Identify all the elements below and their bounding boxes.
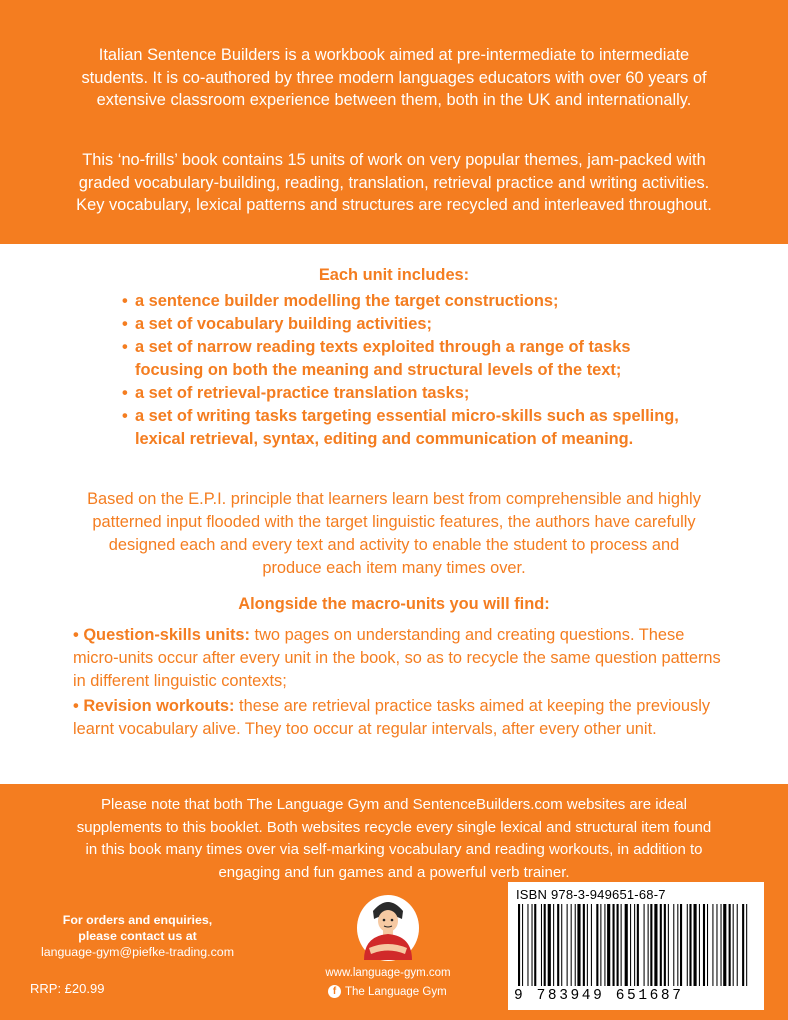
unit-item-text: a set of writing tasks targeting essential micro-skills such as spelling, lexical retrieval, syntax, editing and communication of meaning. — [135, 407, 679, 448]
macro-item-text: two pages on understanding and creating questions. These micro-units occur after every unit in the book, so as to recycle the same question patterns in different linguistic contexts; — [73, 626, 721, 690]
orders-line-1: For orders and enquiries, — [62, 913, 213, 927]
barcode-bar — [591, 904, 592, 986]
epi-paragraph: Based on the E.P.I. principle that learners learn best from comprehensible and highly patterned input flooded with the target linguistic features, the authors have carefully designed each and every text and activity to enable the student to process and produce each item many times over. — [87, 490, 701, 577]
barcode-bar — [583, 904, 585, 986]
barcode-bar — [553, 904, 554, 986]
units-list — [122, 290, 692, 451]
unit-item-text: a set of vocabulary building activities; — [135, 315, 432, 333]
barcode — [516, 904, 752, 986]
unit-item — [122, 313, 692, 336]
barcode-bar — [644, 904, 645, 986]
barcode-number: 9 783949 651687 — [514, 988, 684, 1004]
isbn-barcode-box — [508, 882, 764, 1010]
barcode-bar — [660, 904, 662, 986]
barcode-bar — [630, 904, 631, 986]
barcode-bar — [541, 904, 542, 986]
rrp-price: RRP: £20.99 — [30, 981, 105, 996]
barcode-bar — [703, 904, 705, 986]
barcode-bar — [648, 904, 649, 986]
barcode-bar — [575, 904, 576, 986]
macro-heading: Alongside the macro-units you will find: — [238, 595, 550, 613]
macro-item-text: these are retrieval practice tasks aimed at keeping the previously learnt vocabulary alive. They too occur at regular intervals, after every other unit. — [73, 697, 711, 738]
barcode-bar — [527, 904, 528, 986]
content-section — [0, 244, 788, 784]
barcode-bar — [548, 904, 551, 986]
unit-item — [122, 382, 692, 405]
barcode-bar — [625, 904, 628, 986]
barcode-bar — [613, 904, 615, 986]
isbn-label: ISBN 978-3-949651-68-7 — [516, 887, 666, 902]
units-heading: Each unit includes: — [318, 266, 470, 284]
barcode-bar — [561, 904, 562, 986]
barcode-bar — [571, 904, 572, 986]
barcode-bar — [687, 904, 688, 986]
intro-paragraph-2: This ‘no-frills’ book contains 15 units of work on very popular themes, jam-packed with graded vocabulary-building, reading, translation, retrieval practice and writing activities. Key vocabulary, lexical patterns and structures are recycled and interleaved throughout. — [76, 151, 712, 214]
macro-item-question-skills — [73, 624, 723, 693]
footer-band — [0, 784, 788, 1020]
unit-item — [122, 290, 692, 313]
barcode-bar — [668, 904, 669, 986]
unit-item-text: a set of retrieval-practice translation tasks; — [135, 384, 470, 402]
barcode-bar — [518, 904, 520, 986]
barcode-bar — [532, 904, 533, 986]
barcode-bar — [694, 904, 697, 986]
orders-line-2: please contact us at — [78, 929, 197, 943]
barcode-bar — [654, 904, 657, 986]
barcode-bar — [587, 904, 588, 986]
unit-item — [122, 336, 692, 382]
orders-email: language-gym@piefke-trading.com — [40, 945, 235, 959]
barcode-bar — [723, 904, 726, 986]
intro-paragraph-1: Italian Sentence Builders is a workbook aimed at pre-intermediate to intermediate students. It is co-authored by three modern languages educators with over 60 years of extensive classroom experience between them, both in the UK and internationally. — [81, 46, 707, 109]
barcode-bar — [607, 904, 610, 986]
barcode-bar — [680, 904, 682, 986]
barcode-bar — [689, 904, 691, 986]
barcode-bar — [557, 904, 559, 986]
language-gym-logo — [356, 890, 420, 962]
facebook-icon: f — [328, 985, 341, 998]
bullet-icon: • — [122, 384, 128, 402]
facebook-label: The Language Gym — [345, 985, 447, 998]
orders-contact — [20, 912, 255, 960]
barcode-bar — [600, 904, 601, 986]
barcode-bar — [737, 904, 738, 986]
macro-item-revision-workouts — [73, 695, 723, 741]
barcode-bar — [673, 904, 674, 986]
barcode-bar — [729, 904, 731, 986]
intro-band — [0, 0, 788, 244]
bullet-icon: • — [122, 338, 128, 356]
unit-item-text: a sentence builder modelling the target constructions; — [135, 292, 559, 310]
barcode-bar — [522, 904, 523, 986]
barcode-bar — [604, 904, 605, 986]
barcode-bar — [577, 904, 580, 986]
barcode-bar — [733, 904, 734, 986]
barcode-bar — [634, 904, 635, 986]
barcode-bar — [544, 904, 546, 986]
barcode-bar — [534, 904, 536, 986]
barcode-bar — [650, 904, 652, 986]
barcode-bar — [637, 904, 639, 986]
unit-item-text: a set of narrow reading texts exploited through a range of tasks focusing on both the meaning and structural levels of the text; — [135, 338, 631, 379]
macro-item-title: Revision workouts: — [83, 697, 235, 715]
barcode-bar — [621, 904, 622, 986]
bullet-icon: • — [122, 292, 128, 310]
macro-item-title: Question-skills units: — [83, 626, 250, 644]
websites-note: Please note that both The Language Gym and SentenceBuilders.com websites are ideal supplements to this booklet. Both websites recycle every single lexical and structural item found in this book many times over via self-marking vocabulary and reading workouts, in addition to engaging and fun games and a powerful verb trainer. — [76, 796, 712, 881]
barcode-bar — [664, 904, 666, 986]
barcode-bar — [721, 904, 722, 986]
bullet-icon: • — [122, 407, 128, 425]
barcode-bar — [596, 904, 598, 986]
barcode-bar — [716, 904, 717, 986]
facebook-link — [328, 985, 447, 998]
barcode-bar — [746, 904, 747, 986]
barcode-bar — [567, 904, 568, 986]
barcode-bar — [707, 904, 708, 986]
bullet-icon: • — [73, 626, 79, 644]
barcode-bar — [699, 904, 700, 986]
barcode-bar — [742, 904, 744, 986]
barcode-bar — [617, 904, 619, 986]
unit-item — [122, 405, 692, 451]
bullet-icon: • — [122, 315, 128, 333]
barcode-bar — [677, 904, 678, 986]
bullet-icon: • — [73, 697, 79, 715]
barcode-bar — [712, 904, 713, 986]
website-url: www.language-gym.com — [325, 967, 451, 979]
